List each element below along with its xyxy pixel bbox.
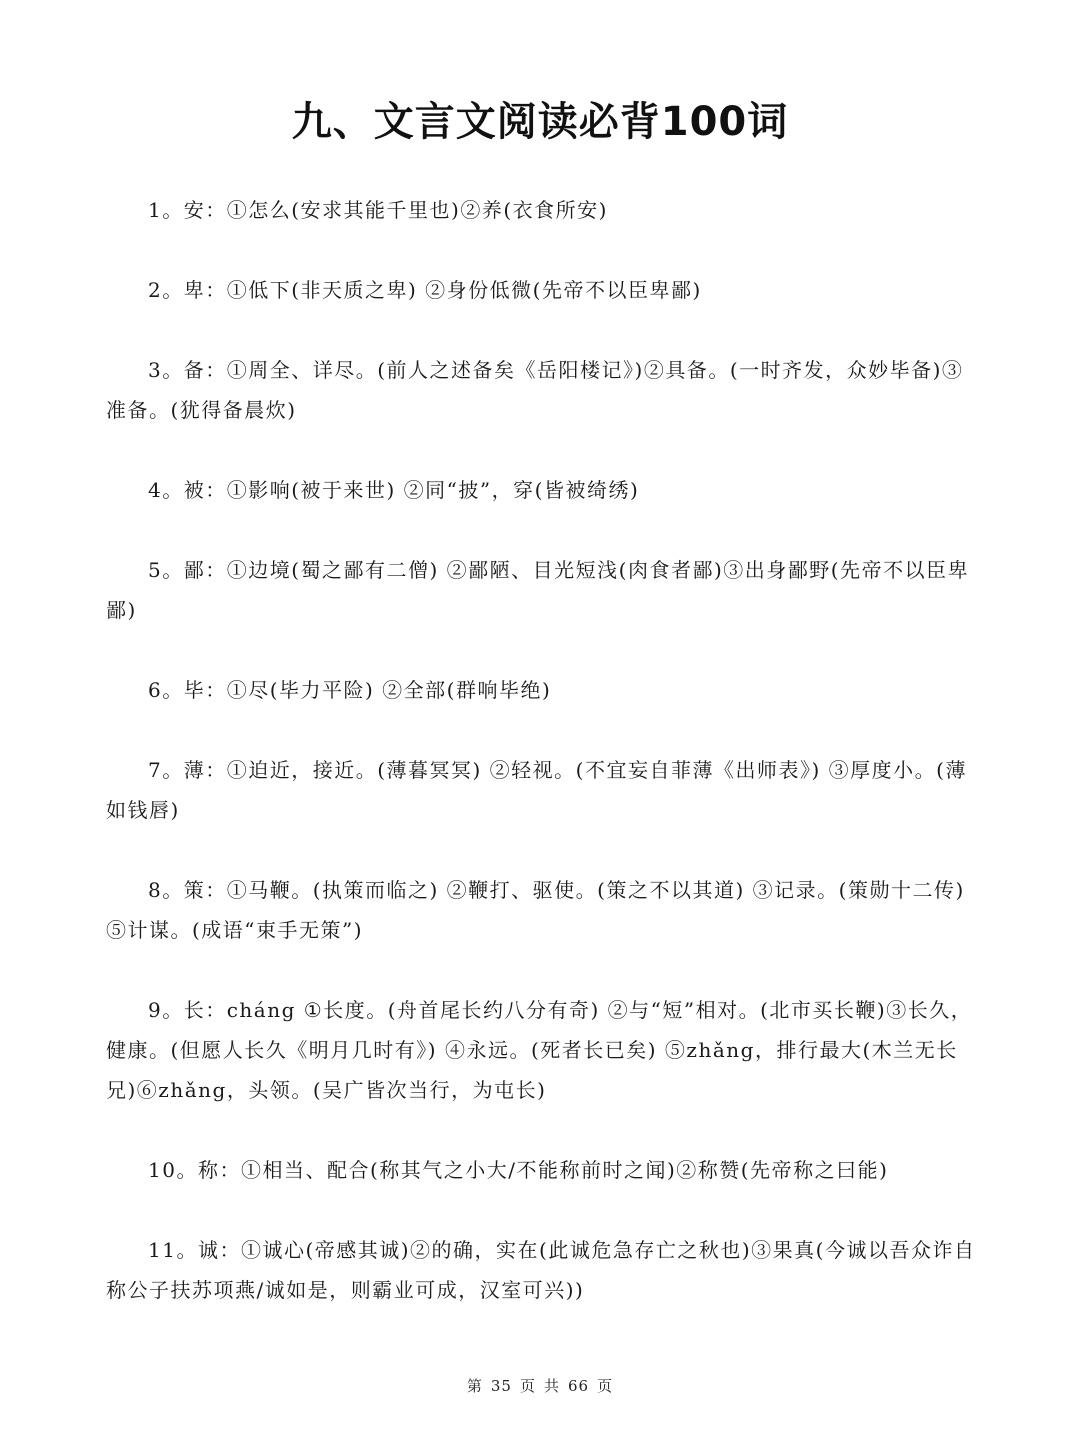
page-title: 九、文言文阅读必背100词 (291, 99, 789, 145)
vocab-entry-5: 5。鄙：①边境(蜀之鄙有二僧) ②鄙陋、目光短浅(肉食者鄙)③出身鄙野(先帝不以臣卑鄙) (106, 558, 970, 622)
vocab-entry-9: 9。长：cháng ①长度。(舟首尾长约八分有奇) ②与“短”相对。(北市买长鞭)③长久，健康。(但愿人长久《明月几时有》) ④永远。(死者长已矣) ⑤zhǎng，排行最大(木兰无长兄)⑥zhǎng，头领。(吴广皆次当行，为屯长) (106, 998, 973, 1102)
vocab-entry-10: 10。称：①相当、配合(称其气之小大/不能称前时之闻)②称赞(先帝称之曰能) (148, 1158, 889, 1182)
vocab-entry-8: 8。策：①马鞭。(执策而临之) ②鞭打、驱使。(策之不以其道) ③记录。(策勋十二传) ⑤计谋。(成语“束手无策”) (106, 878, 965, 942)
footer-total-pages: 66 (568, 1377, 590, 1395)
footer-total-word: 共 (544, 1377, 561, 1395)
vocab-entry-4: 4。被：①影响(被于来世) ②同“披”，穿(皆被绮绣) (148, 478, 640, 502)
vocab-entry-2: 2。卑：①低下(非天质之卑) ②身份低微(先帝不以臣卑鄙) (148, 278, 702, 302)
vocabulary-list (106, 190, 976, 1350)
footer-prefix: 第 (466, 1377, 483, 1395)
vocab-entry-3: 3。备：①周全、详尽。(前人之述备矣《岳阳楼记》)②具备。(一时齐发，众妙毕备)③准备。(犹得备晨炊) (106, 358, 964, 422)
page-footer (0, 1376, 1080, 1396)
footer-page-word: 页 (519, 1377, 536, 1395)
footer-suffix: 页 (597, 1377, 614, 1395)
vocab-entry-7: 7。薄：①迫近，接近。(薄暮冥冥) ②轻视。(不宜妄自菲薄《出师表》) ③厚度小。(薄如钱唇) (106, 758, 967, 822)
vocab-entry-6: 6。毕：①尽(毕力平险) ②全部(群响毕绝) (148, 678, 552, 702)
footer-current-page: 35 (490, 1377, 512, 1395)
vocab-entry-11: 11。诚：①诚心(帝感其诚)②的确，实在(此诚危急存亡之秋也)③果真(今诚以吾众诈自称公子扶苏项燕/诚如是，则霸业可成，汉室可兴)) (106, 1238, 976, 1302)
vocab-entry-1: 1。安：①怎么(安求其能千里也)②养(衣食所安) (148, 198, 608, 222)
